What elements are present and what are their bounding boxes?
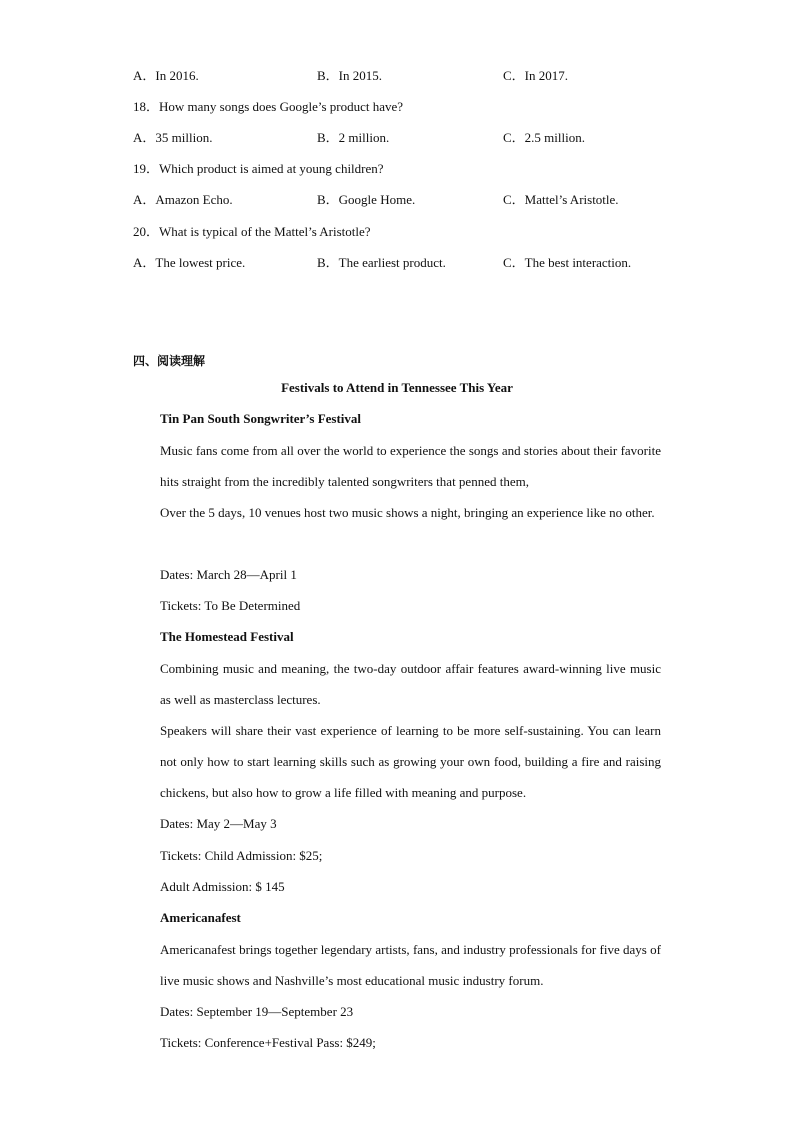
festival2-tickets-adult: Adult Admission: $ 145	[160, 879, 285, 894]
q19-option-b: B．Google Home.	[317, 192, 416, 207]
q17-option-c: C．In 2017.	[503, 68, 569, 83]
q17-option-b: B．In 2015.	[317, 68, 383, 83]
q18-option-a: A．35 million.	[133, 130, 213, 145]
festival2-p2-text: Speakers will share their vast experience of learning to be more self-sustaining. You can learn not only how to start learning skills such as growing your own food, building a fire and raising chickens, but also how to grow a life filled with meaning and purpose.	[160, 723, 661, 800]
q20-option-c: C．The best interaction.	[503, 255, 632, 270]
festival3-name: Americanafest	[160, 910, 241, 925]
q17-option-a: A．In 2016.	[133, 68, 199, 83]
festival1-p1-text: Music fans come from all over the world to experience the songs and stories about their favorite hits straight from the incredibly talented songwriters that penned them,	[160, 443, 661, 489]
festival2-tickets: Tickets: Child Admission: $25;	[160, 848, 323, 863]
q19-option-a: A．Amazon Echo.	[133, 192, 233, 207]
festival1-name: Tin Pan South Songwriter’s Festival	[160, 411, 362, 426]
q20-stem: 20．What is typical of the Mattel’s Aristotle?	[133, 224, 371, 239]
festival1-tickets: Tickets: To Be Determined	[160, 598, 301, 613]
festival2-paragraph1	[133, 653, 661, 715]
q20-option-b: B．The earliest product.	[317, 255, 446, 270]
q18-stem: 18．How many songs does Google’s product have?	[133, 99, 404, 114]
festival3-p1-text: Americanafest brings together legendary artists, fans, and industry professionals for five days of live music shows and Nashville’s most educational music industry forum.	[160, 942, 661, 988]
festival2-p1-text: Combining music and meaning, the two-day outdoor affair features award-winning live music as well as masterclass lectures.	[160, 661, 661, 707]
festival3-paragraph1	[133, 934, 661, 996]
festival1-paragraph1	[133, 435, 661, 497]
festival1-paragraph2	[133, 497, 661, 559]
festival3-tickets: Tickets: Conference+Festival Pass: $249;	[160, 1035, 376, 1050]
festival2-paragraph2	[133, 715, 661, 808]
q18-option-b: B．2 million.	[317, 130, 390, 145]
q18-option-c: C．2.5 million.	[503, 130, 585, 145]
passage-title: Festivals to Attend in Tennessee This Year	[281, 380, 513, 395]
festival1-p2-text: Over the 5 days, 10 venues host two music shows a night, bringing an experience like no other.	[160, 505, 655, 520]
section-heading: 四、阅读理解	[133, 354, 206, 368]
festival2-name: The Homestead Festival	[160, 629, 294, 644]
q19-stem: 19．Which product is aimed at young children?	[133, 161, 384, 176]
q20-option-a: A．The lowest price.	[133, 255, 246, 270]
festival2-dates: Dates: May 2—May 3	[160, 816, 277, 831]
festival3-dates: Dates: September 19—September 23	[160, 1004, 354, 1019]
festival1-dates: Dates: March 28—April 1	[160, 567, 297, 582]
q19-option-c: C．Mattel’s Aristotle.	[503, 192, 619, 207]
